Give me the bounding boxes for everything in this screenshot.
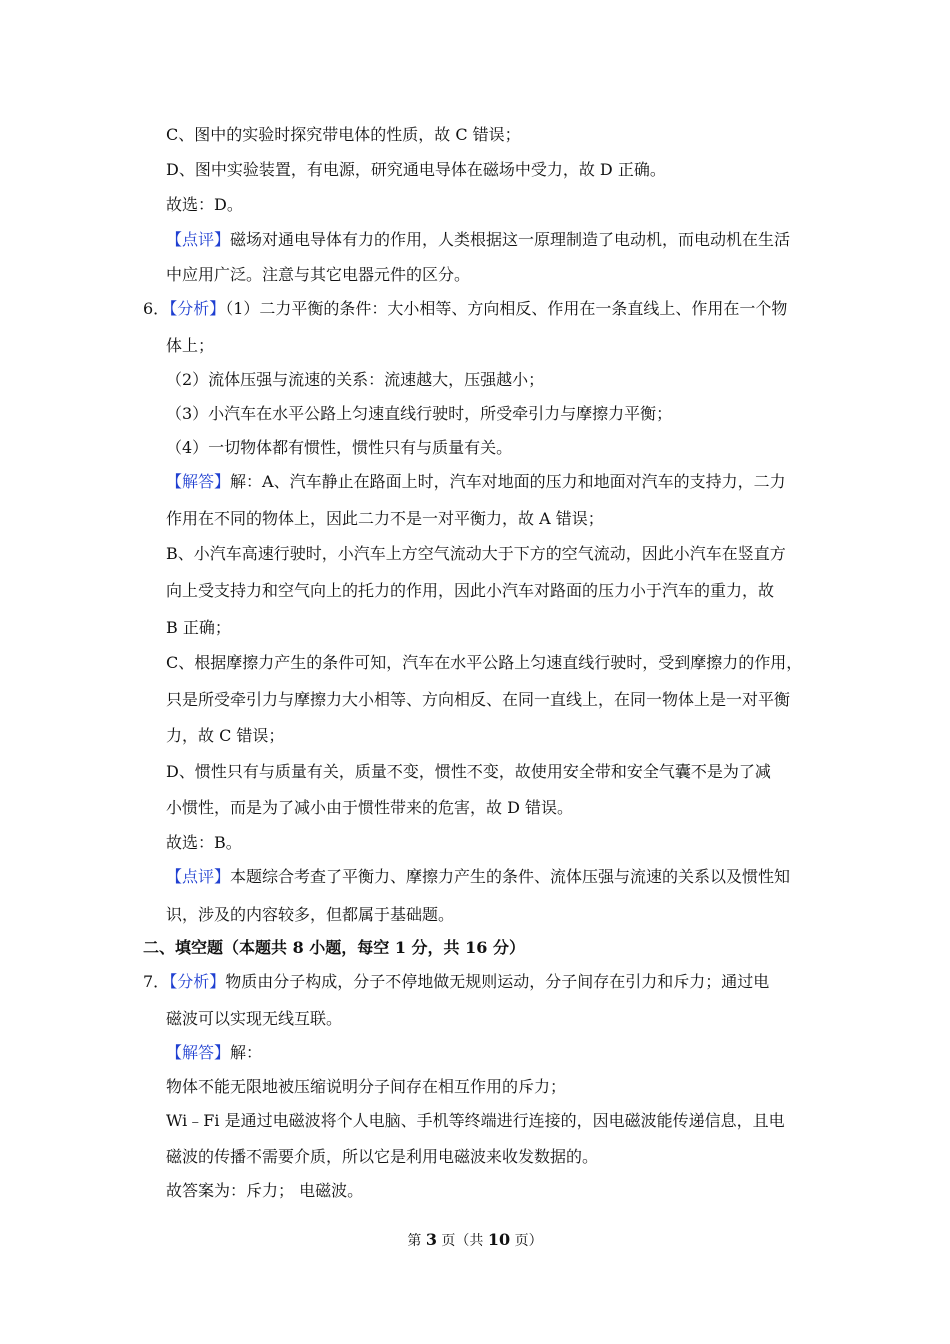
q7-number: 7．: [143, 972, 170, 991]
q6-analysis-2: （2）流体压强与流速的关系：流速越大，压强越小；: [166, 370, 545, 389]
q7-analysis-cont: 磁波可以实现无线互联。: [166, 1009, 343, 1028]
q6-answer-c: C、根据摩擦力产生的条件可知，汽车在水平公路上匀速直线行驶时，受到摩擦力的作用，: [166, 653, 803, 672]
q6-answer-b-end: B 正确；: [166, 618, 231, 637]
q6-answer-a: 解：A、汽车静止在路面上时，汽车对地面的压力和地面对汽车的支持力，二力: [230, 472, 786, 491]
review-tag: 【点评】: [166, 230, 231, 249]
q5-option-c: C、图中的实验时探究带电体的性质，故 C 错误；: [166, 125, 521, 144]
footer-middle: 页（共: [436, 1233, 488, 1249]
q7-answer-2: Wi﹣Fi 是通过电磁波将个人电脑、手机等终端进行连接的，因电磁波能传递信息，且电: [166, 1111, 785, 1130]
q6-answer-c-cont: 只是所受牵引力与摩擦力大小相等、方向相反、在同一直线上，在同一物体上是一对平衡: [166, 690, 791, 709]
q6-analysis: [143, 298, 787, 320]
answer-tag: 【解答】: [166, 472, 231, 491]
answer-tag: 【解答】: [166, 1043, 231, 1062]
q5-option-d: D、图中实验装置，有电源，研究通电导体在磁场中受力，故 D 正确。: [166, 160, 666, 179]
footer-suffix: 页）: [510, 1233, 543, 1249]
q6-answer-a-cont: 作用在不同的物体上，因此二力不是一对平衡力，故 A 错误；: [166, 509, 604, 528]
q6-answer-c-end: 力，故 C 错误；: [166, 726, 285, 745]
q5-review-cont: 中应用广泛。注意与其它电器元件的区分。: [166, 265, 471, 284]
q7-answer-1: 物体不能无限地被压缩说明分子间存在相互作用的斥力；: [166, 1077, 567, 1096]
q6-analysis-text: （1）二力平衡的条件：大小相等、方向相反、作用在一条直线上、作用在一个物: [225, 299, 788, 318]
total-pages: 10: [487, 1230, 511, 1249]
q6-review-text: 本题综合考查了平衡力、摩擦力产生的条件、流体压强与流速的关系以及惯性知: [230, 867, 791, 886]
q6-review-cont: 识，涉及的内容较多，但都属于基础题。: [166, 905, 455, 924]
footer-prefix: 第: [407, 1233, 426, 1249]
page-footer: [0, 1230, 950, 1251]
q5-review-text: 磁场对通电导体有力的作用，人类根据这一原理制造了电动机，而电动机在生活: [230, 230, 791, 249]
q6-answer-d-cont: 小惯性，而是为了减小由于惯性带来的危害，故 D 错误。: [166, 798, 574, 817]
section-heading: 二、填空题（本题共 8 小题，每空 1 分，共 16 分）: [143, 938, 525, 957]
q6-analysis-4: （4）一切物体都有惯性，惯性只有与质量有关。: [166, 438, 513, 457]
q7-answer-3: 磁波的传播不需要介质，所以它是利用电磁波来收发数据的。: [166, 1147, 599, 1166]
q5-review: [166, 229, 790, 251]
analysis-tag: 【分析】: [169, 972, 226, 991]
q6-answer-d: D、惯性只有与质量有关，质量不变，惯性不变，故使用安全带和安全气囊不是为了减: [166, 762, 771, 781]
page-number: 3: [425, 1230, 437, 1249]
q6-answer-b: B、小汽车高速行驶时，小汽车上方空气流动大于下方的空气流动，因此小汽车在竖直方: [166, 544, 786, 563]
q7-analysis: [143, 971, 769, 993]
q6-number: 6．: [143, 299, 170, 318]
q6-analysis-cont: 体上；: [166, 336, 215, 355]
q6-review: [166, 866, 790, 888]
q6-analysis-3: （3）小汽车在水平公路上匀速直线行驶时，所受牵引力与摩擦力平衡；: [166, 404, 673, 423]
q6-answer-b-cont: 向上受支持力和空气向上的托力的作用，因此小汽车对路面的压力小于汽车的重力，故: [166, 581, 775, 600]
q7-final-answer: 故答案为：斥力； 电磁波。: [166, 1181, 364, 1200]
q5-choice: 故选：D。: [166, 195, 243, 214]
analysis-tag: 【分析】: [169, 299, 226, 318]
q7-answer: [166, 1042, 262, 1064]
q6-answer: [166, 471, 786, 493]
q6-choice: 故选：B。: [166, 833, 242, 852]
q7-answer-intro: 解：: [230, 1043, 263, 1062]
review-tag: 【点评】: [166, 867, 231, 886]
q7-analysis-text: 物质由分子构成，分子不停地做无规则运动，分子间存在引力和斥力；通过电: [225, 972, 770, 991]
